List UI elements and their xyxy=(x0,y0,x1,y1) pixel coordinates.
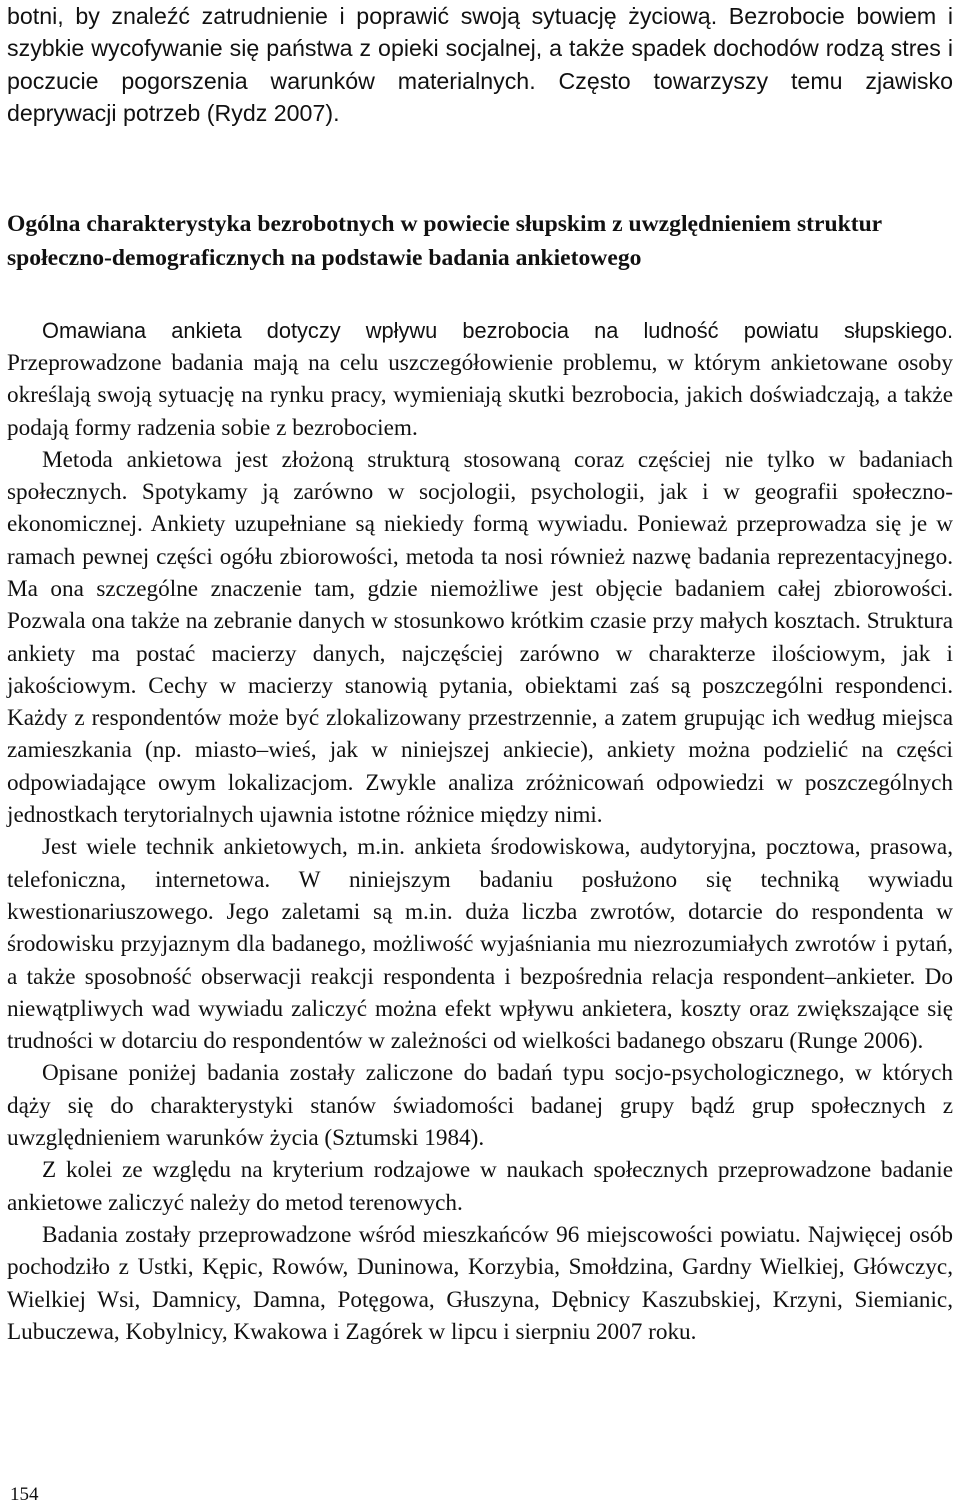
document-page xyxy=(7,0,953,1348)
section-heading: Ogólna charakterystyka bezrobotnych w powiecie słupskim z uwzględnieniem struktur społeczno-demograficznych na podstawie badania ankietowego xyxy=(7,210,882,271)
body-paragraph-5: Z kolei ze względu na kryterium rodzajowe w naukach społecznych przeprowadzone badanie ankietowe zaliczyć należy do metod terenowych. xyxy=(7,1157,953,1216)
section-body xyxy=(7,315,953,1349)
body-paragraph-2: Metoda ankietowa jest złożoną strukturą stosowaną coraz częściej nie tylko w badaniach społecznych. Spotykamy ją zarówno w socjologii, psychologii, jak i w geografii społeczno-ekonomicznej. Ankiety uzupełniane są niekiedy formą wywiadu. Ponieważ przeprowadza się je w ramach pewnej części ogółu zbiorowości, metoda ta nosi również nazwę badania reprezentacyjnego. Ma ona szczególne znaczenie tam, gdzie niemożliwe jest objęcie badaniem całej zbiorowości. Pozwala ona także na zebranie danych w stosunkowo krótkim czasie przy małych kosztach. Struktura ankiety ma postać macierzy danych, najczęściej zarówno w charakterze ilościowym, jak i jakościowym. Cechy w macierzy stanowią pytania, obiektami zaś są poszczególni respondenci. Każdy z respondentów może być zlokalizowany przestrzennie, a zatem grupując ich według miejsca zamieszkania (np. miasto–wieś, jak w niniejszej ankiecie), ankiety można podzielić na części odpowiadające owym lokalizacjom. Zwykle analiza zróżnicowań odpowiedzi w poszczególnych jednostkach terytorialnych ujawnia istotne różnice między nimi. xyxy=(7,446,953,829)
body-paragraph-6: Badania zostały przeprowadzone wśród mieszkańców 96 miejscowości powiatu. Najwięcej osób pochodziło z Ustki, Kępic, Rowów, Duninowa, Korzybia, Smołdzina, Gardny Wielkiej, Główczyc, Wielkiej Wsi, Damnicy, Damna, Potęgowa, Głuszyna, Dębnicy Kaszubskiej, Krzyni, Siemianic, Lubuczewa, Kobylnicy, Kwakowa i Zagórek w lipcu i sierpniu 2007 roku. xyxy=(7,1221,953,1345)
body-paragraph-3: Jest wiele technik ankietowych, m.in. ankieta środowiskowa, audytoryjna, pocztowa, prasowa, telefoniczna, internetowa. W niniejszym badaniu posłużono się techniką wywiadu kwestionariuszowego. Jego zaletami są m.in. duża liczba zwrotów, dotarcie do respondenta w środowisku przyjaznym dla badanego, możliwość wyjaśniania mu niezrozumiałych zwrotów i pytań, a także sposobność obserwacji reakcji respondenta i bezpośrednia relacja respondent–ankieter. Do niewątpliwych wad wywiadu zaliczyć można efekt wpływu ankietera, koszty oraz zwiększające się trudności w dotarciu do respondentów w zależności od wielkości badanego obszaru (Runge 2006). xyxy=(7,834,953,1055)
body-paragraph-1 xyxy=(7,315,953,444)
paragraph-1-lead-sentence: Omawiana ankieta dotyczy wpływu bezrobocia na ludność powiatu słupskiego. xyxy=(42,317,953,343)
paragraph-1-continuation: Przeprowadzone badania mają na celu uszczegółowienie problemu, w którym ankietowane osoby określają swoją sytuację na rynku pracy, wymieniają skutki bezrobocia, jakich doświadczają, a także podają formy radzenia sobie z bezrobociem. xyxy=(7,349,953,441)
body-paragraph-4: Opisane poniżej badania zostały zaliczone do badań typu socjo-psychologicznego, w których dąży się do charakterystyki stanów świadomości badanej grupy bądź grup społecznych z uwzględnieniem warunków życia (Sztumski 1984). xyxy=(7,1060,953,1152)
page-number: 154 xyxy=(10,1484,39,1505)
intro-paragraph: botni, by znaleźć zatrudnienie i poprawić swoją sytuację życiową. Bezrobocie bowiem i szybkie wycofywanie się państwa z opieki socjalnej, a także spadek dochodów rodzą stres i poczucie pogorszenia warunków materialnych. Często towarzyszy temu zjawisko deprywacji potrzeb (Rydz 2007). xyxy=(7,3,953,127)
